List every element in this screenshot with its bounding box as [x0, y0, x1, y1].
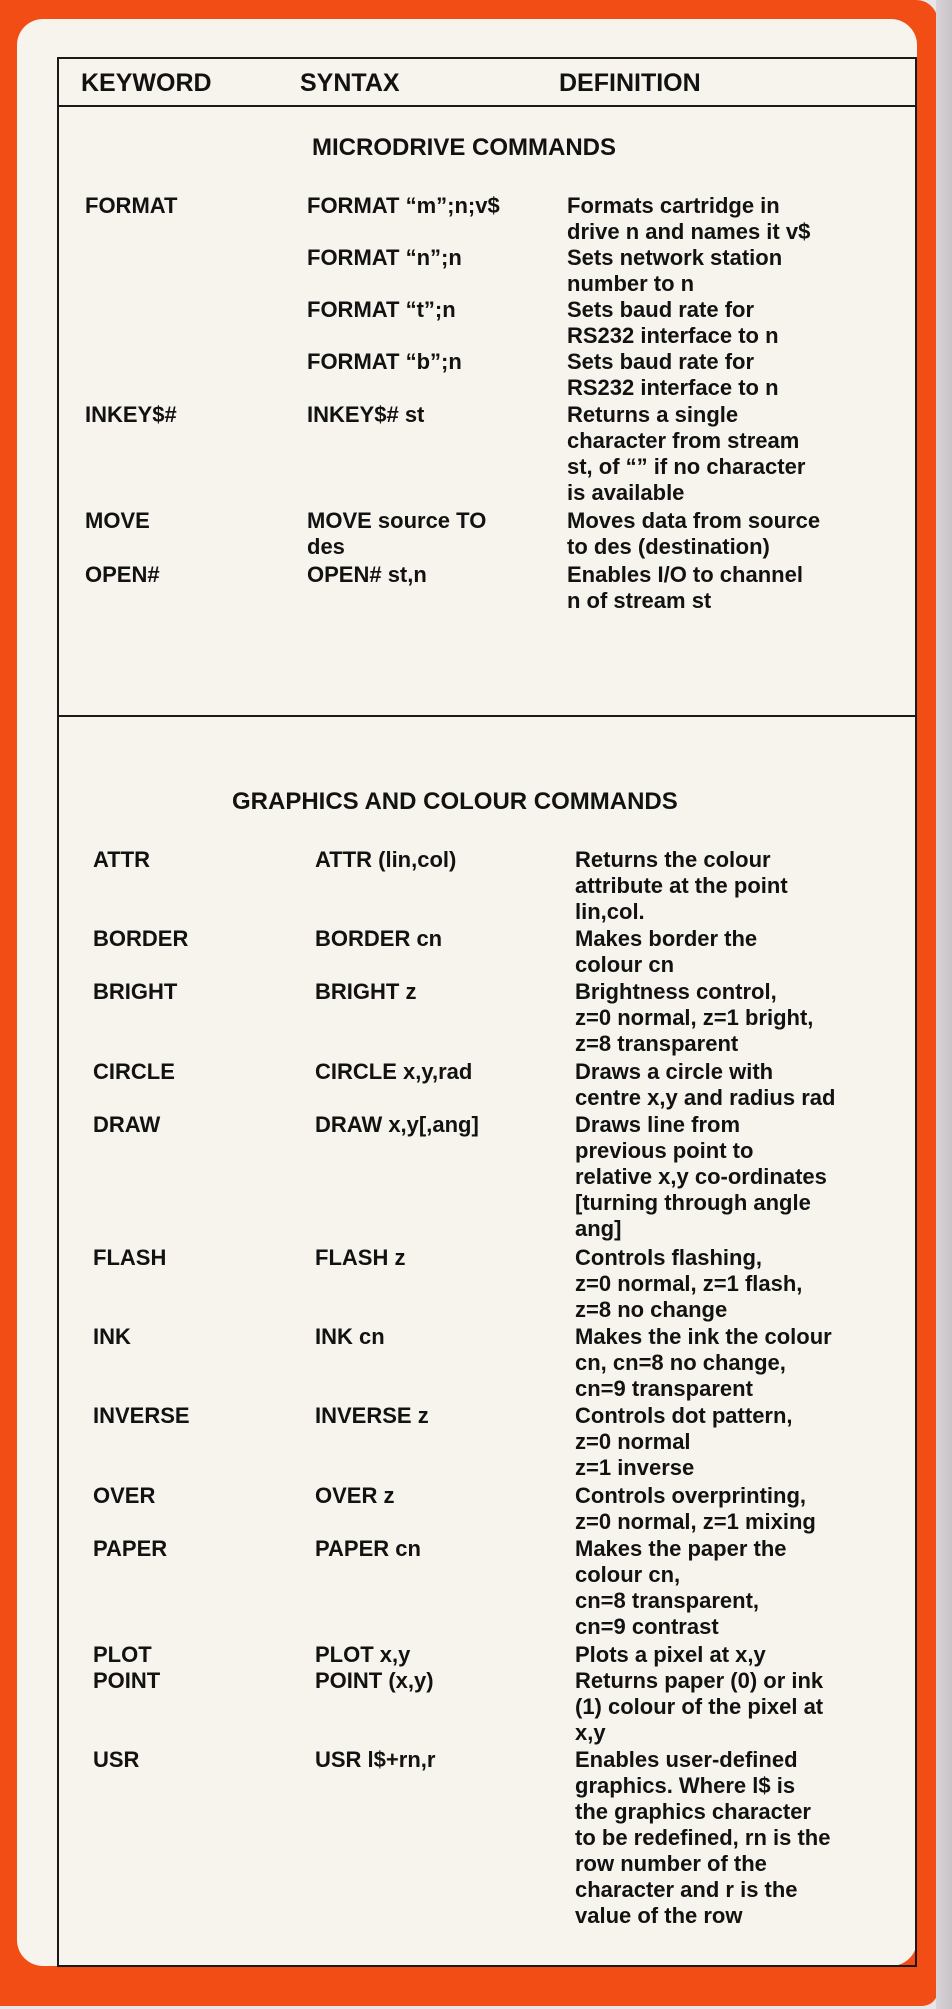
- keyword-cell: INKEY$#: [85, 402, 177, 427]
- syntax-cell: OVER z: [315, 1483, 395, 1508]
- keyword-cell: BRIGHT: [93, 979, 178, 1004]
- syntax-cell: PAPER cn: [315, 1536, 421, 1561]
- keyword-cell: FORMAT: [85, 193, 178, 218]
- syntax-cell: PLOT x,y: [315, 1642, 411, 1667]
- keyword-cell: PAPER: [93, 1536, 168, 1561]
- definition-cell: Sets network station number to n: [567, 245, 783, 296]
- syntax-cell: INVERSE z: [315, 1403, 429, 1428]
- section-title-graphics: GRAPHICS AND COLOUR COMMANDS: [232, 788, 678, 815]
- syntax-cell: FORMAT “m”;n;v$: [307, 193, 500, 218]
- syntax-cell: USR l$+rn,r: [315, 1747, 436, 1772]
- definition-cell: Sets baud rate for RS232 interface to n: [567, 349, 779, 400]
- definition-cell: Controls overprinting, z=0 normal, z=1 mixing: [575, 1483, 816, 1534]
- syntax-cell: OPEN# st,n: [307, 562, 427, 587]
- section-divider: [59, 715, 915, 717]
- syntax-cell: FORMAT “b”;n: [307, 349, 462, 374]
- syntax-cell: INK cn: [315, 1324, 385, 1349]
- syntax-cell: BORDER cn: [315, 926, 443, 951]
- keyword-cell: PLOT: [93, 1642, 152, 1667]
- definition-cell: Returns paper (0) or ink (1) colour of the pixel at x,y: [575, 1668, 824, 1745]
- syntax-cell: BRIGHT z: [315, 979, 417, 1004]
- syntax-cell: DRAW x,y[,ang]: [315, 1112, 479, 1137]
- syntax-cell: FLASH z: [315, 1245, 406, 1270]
- keyword-cell: DRAW: [93, 1112, 161, 1137]
- definition-cell: Returns the colour attribute at the point lin,col.: [575, 847, 788, 924]
- card-sheet: [17, 19, 917, 1966]
- keyword-cell: OPEN#: [85, 562, 160, 587]
- definition-cell: Draws a circle with centre x,y and radius rad: [575, 1059, 836, 1110]
- definition-cell: Makes border the colour cn: [575, 926, 758, 977]
- header-definition: DEFINITION: [559, 69, 701, 97]
- table-header: [59, 59, 915, 107]
- syntax-cell: CIRCLE x,y,rad: [315, 1059, 473, 1084]
- syntax-cell: ATTR (lin,col): [315, 847, 457, 872]
- syntax-cell: POINT (x,y): [315, 1668, 434, 1693]
- header-syntax: SYNTAX: [300, 69, 400, 97]
- keyword-cell: MOVE: [85, 508, 150, 533]
- syntax-cell: MOVE source TO des: [307, 508, 487, 559]
- keyword-cell: ATTR: [93, 847, 151, 872]
- definition-cell: Makes the ink the colour cn, cn=8 no change, cn=9 transparent: [575, 1324, 832, 1401]
- header-keyword: KEYWORD: [81, 69, 212, 97]
- keyword-cell: INVERSE: [93, 1403, 190, 1428]
- keyword-cell: USR: [93, 1747, 140, 1772]
- definition-cell: Brightness control, z=0 normal, z=1 bright, z=8 transparent: [575, 979, 814, 1056]
- command-table: [57, 57, 917, 1967]
- definition-cell: Plots a pixel at x,y: [575, 1642, 766, 1667]
- syntax-cell: INKEY$# st: [307, 402, 425, 427]
- definition-cell: Enables I/O to channel n of stream st: [567, 562, 803, 613]
- definition-cell: Sets baud rate for RS232 interface to n: [567, 297, 779, 348]
- definition-cell: Returns a single character from stream st, of “” if no character is available: [567, 402, 806, 505]
- keyword-cell: INK: [93, 1324, 131, 1349]
- definition-cell: Controls flashing, z=0 normal, z=1 flash, z=8 no change: [575, 1245, 803, 1322]
- definition-cell: Draws line from previous point to relative x,y co-ordinates [turning through angle ang]: [575, 1112, 827, 1241]
- keyword-cell: POINT: [93, 1668, 161, 1693]
- keyword-cell: BORDER: [93, 926, 189, 951]
- definition-cell: Moves data from source to des (destination): [567, 508, 821, 559]
- keyword-cell: OVER: [93, 1483, 156, 1508]
- definition-cell: Controls dot pattern, z=0 normal z=1 inverse: [575, 1403, 793, 1480]
- definition-cell: Formats cartridge in drive n and names it v$: [567, 193, 811, 244]
- syntax-cell: FORMAT “t”;n: [307, 297, 456, 322]
- keyword-cell: CIRCLE: [93, 1059, 175, 1084]
- definition-cell: Enables user-defined graphics. Where l$ is the graphics character to be redefined, rn is the row number of the character and r is the value of the row: [575, 1747, 831, 1928]
- card-edge: [936, 0, 952, 2009]
- syntax-cell: FORMAT “n”;n: [307, 245, 462, 270]
- definition-cell: Makes the paper the colour cn, cn=8 transparent, cn=9 contrast: [575, 1536, 787, 1639]
- keyword-cell: FLASH: [93, 1245, 167, 1270]
- section-title-microdrive: MICRODRIVE COMMANDS: [312, 134, 616, 161]
